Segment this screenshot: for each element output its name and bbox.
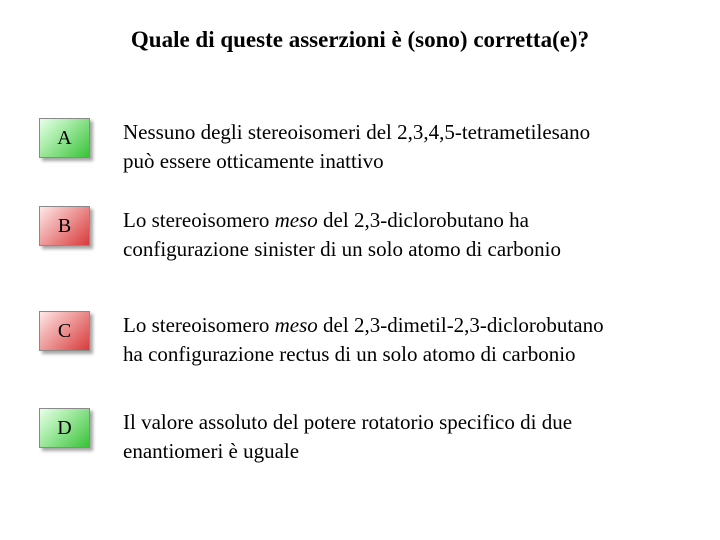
option-b-meso-term: meso bbox=[274, 208, 318, 232]
option-c-letter-box[interactable] bbox=[39, 311, 90, 351]
option-a-line-1: Nessuno degli stereoisomeri del 2,3,4,5-tetrametilesano bbox=[123, 120, 591, 144]
option-d-letter: D bbox=[57, 416, 72, 439]
option-c-text bbox=[123, 311, 683, 369]
option-d-line-1: Il valore assoluto del potere rotatorio specifico di due bbox=[123, 410, 573, 434]
option-b-line-1 bbox=[123, 206, 683, 235]
option-b-text bbox=[123, 206, 683, 264]
option-d-letter-box[interactable] bbox=[39, 408, 90, 448]
option-b-line-1-pre: Lo stereoisomero bbox=[123, 208, 275, 232]
option-c-meso-term: meso bbox=[274, 313, 318, 337]
option-a-line-2: può essere otticamente inattivo bbox=[123, 149, 384, 173]
option-c-line-1-post: del 2,3-dimetil-2,3-diclorobutano bbox=[317, 313, 604, 337]
option-b-letter: B bbox=[57, 214, 72, 237]
option-c-line-2: ha configurazione rectus di un solo atomo di carbonio bbox=[123, 342, 576, 366]
option-b-letter-box[interactable] bbox=[39, 206, 90, 246]
option-d-line-2: enantiomeri è uguale bbox=[123, 439, 300, 463]
option-c-line-1 bbox=[123, 311, 683, 340]
option-a-text bbox=[123, 118, 683, 176]
option-a-letter: A bbox=[57, 126, 72, 149]
option-c-letter: C bbox=[57, 319, 72, 342]
option-a-letter-box[interactable] bbox=[39, 118, 90, 158]
option-b-line-1-post: del 2,3-diclorobutano ha bbox=[317, 208, 529, 232]
option-c-line-1-pre: Lo stereoisomero bbox=[123, 313, 275, 337]
question-title: Quale di queste asserzioni è (sono) corretta(e)? bbox=[130, 27, 590, 52]
option-b-line-2: configurazione sinister di un solo atomo di carbonio bbox=[123, 237, 561, 261]
option-d-text bbox=[123, 408, 683, 466]
